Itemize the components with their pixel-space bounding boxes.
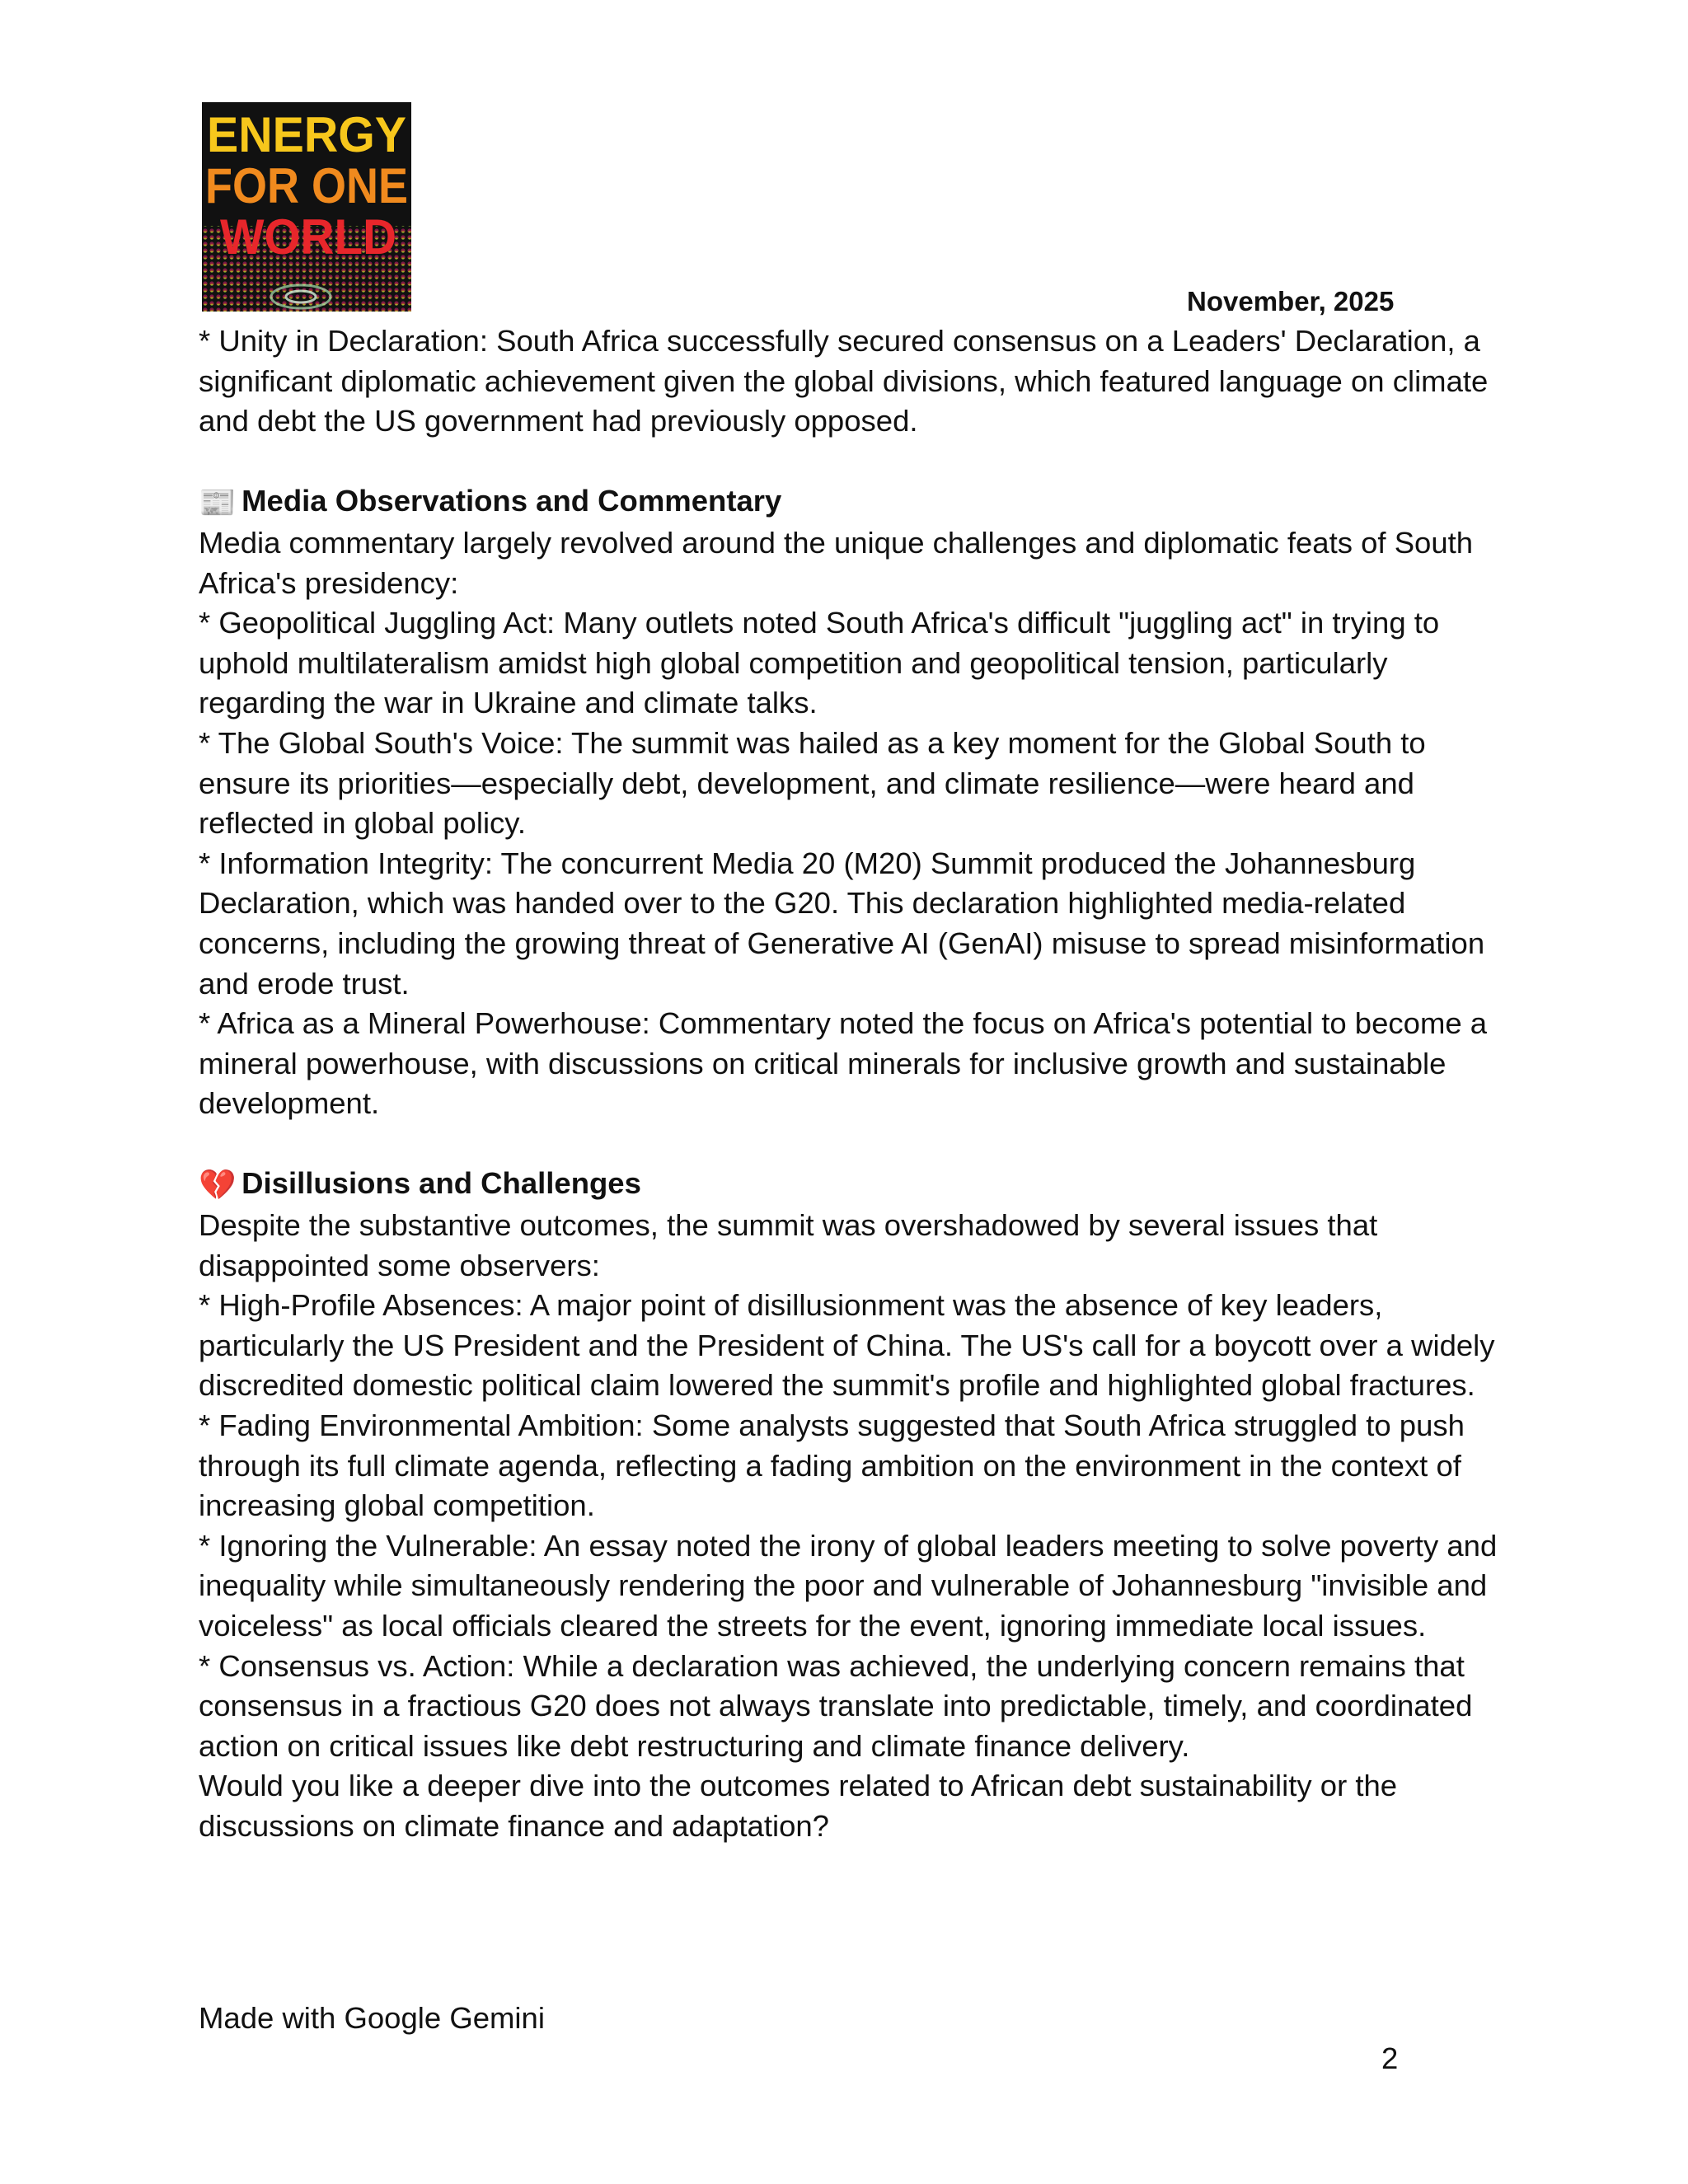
section-heading-disillusions — [199, 1164, 1501, 1206]
broken-heart-icon: 💔 — [199, 1168, 237, 1202]
media-bullet-global-south: * The Global South's Voice: The summit was hailed as a key moment for the Global South to ensure its priorities—especially debt, development, and climate resilience—were heard and reflected in global policy. — [199, 725, 1426, 841]
intro-bullet: * Unity in Declaration: South Africa successfully secured consensus on a Leaders' Declaration, a significant diplomatic achievement given the global divisions, which featured language on climate and debt the US government had previously opposed. — [199, 324, 1489, 438]
challenge-bullet-environment: * Fading Environmental Ambition: Some analysts suggested that South Africa struggled to push through its full climate agenda, reflecting a fading ambition on the environment in the context of increasing global competition. — [199, 1408, 1465, 1523]
media-bullet-information-integrity: * Information Integrity: The concurrent Media 20 (M20) Summit produced the Johannesburg Declaration, which was handed over to the G20. This declaration highlighted media-related concerns, including the growing threat of Generative AI (GenAI) misuse to spread misinformation and erode trust. — [199, 846, 1485, 1001]
page-number: 2 — [1381, 2041, 1399, 2075]
paragraph-spacer — [199, 442, 1501, 482]
closing-question: Would you like a deeper dive into the outcomes related to African debt sustainability or the discussions on climate finance and adaptation? — [199, 1769, 1398, 1843]
media-bullet-mineral-powerhouse: * Africa as a Mineral Powerhouse: Commentary noted the focus on Africa's potential to become a mineral powerhouse, with discussions on critical minerals for inclusive growth and sustainable development. — [199, 1006, 1488, 1121]
logo-text-line3: WORLD — [220, 209, 396, 265]
section-heading-media — [199, 481, 1501, 523]
section-title-media: Media Observations and Commentary — [241, 484, 782, 518]
logo-text-line2: FOR ONE — [205, 158, 408, 213]
section-title-disillusions: Disillusions and Challenges — [241, 1166, 641, 1201]
challenge-bullet-absences: * High-Profile Absences: A major point of disillusionment was the absence of key leaders, particularly the US President and the President of China. The US's call for a boycott over a widely discredited domestic political claim lowered the summit's profile and highlighted global fractures. — [199, 1288, 1495, 1403]
newspaper-icon: 📰 — [199, 485, 237, 520]
logo-graphic — [202, 102, 411, 312]
paragraph-spacer — [199, 1124, 1501, 1165]
challenge-bullet-consensus: * Consensus vs. Action: While a declaration was achieved, the underlying concern remains that consensus in a fractious G20 does not always translate into predictable, timely, and coordinated action on critical issues like debt restructuring and climate finance delivery. — [199, 1648, 1473, 1763]
media-bullet-geopolitical: * Geopolitical Juggling Act: Many outlets noted South Africa's difficult "juggling act" in trying to uphold multilateralism amidst high global competition and geopolitical tension, particularly regarding the war in Ukraine and climate talks. — [199, 606, 1440, 720]
header-date: November, 2025 — [1187, 286, 1395, 316]
document-body — [199, 321, 1501, 1847]
energy-for-one-world-logo — [202, 102, 411, 312]
footer-credit: Made with Google Gemini — [199, 2001, 545, 2035]
challenge-bullet-vulnerable: * Ignoring the Vulnerable: An essay noted the irony of global leaders meeting to solve poverty and inequality while simultaneously rendering the poor and vulnerable of Johannesburg "invisible and voiceless" as local officials cleared the streets for the event, ignoring immediate local issues. — [199, 1528, 1498, 1643]
section-intro-media: Media commentary largely revolved around the unique challenges and diplomatic feats of South Africa's presidency: — [199, 525, 1474, 600]
section-intro-disillusions: Despite the substantive outcomes, the summit was overshadowed by several issues that disappointed some observers: — [199, 1208, 1378, 1282]
logo-text-line1: ENERGY — [207, 107, 406, 162]
